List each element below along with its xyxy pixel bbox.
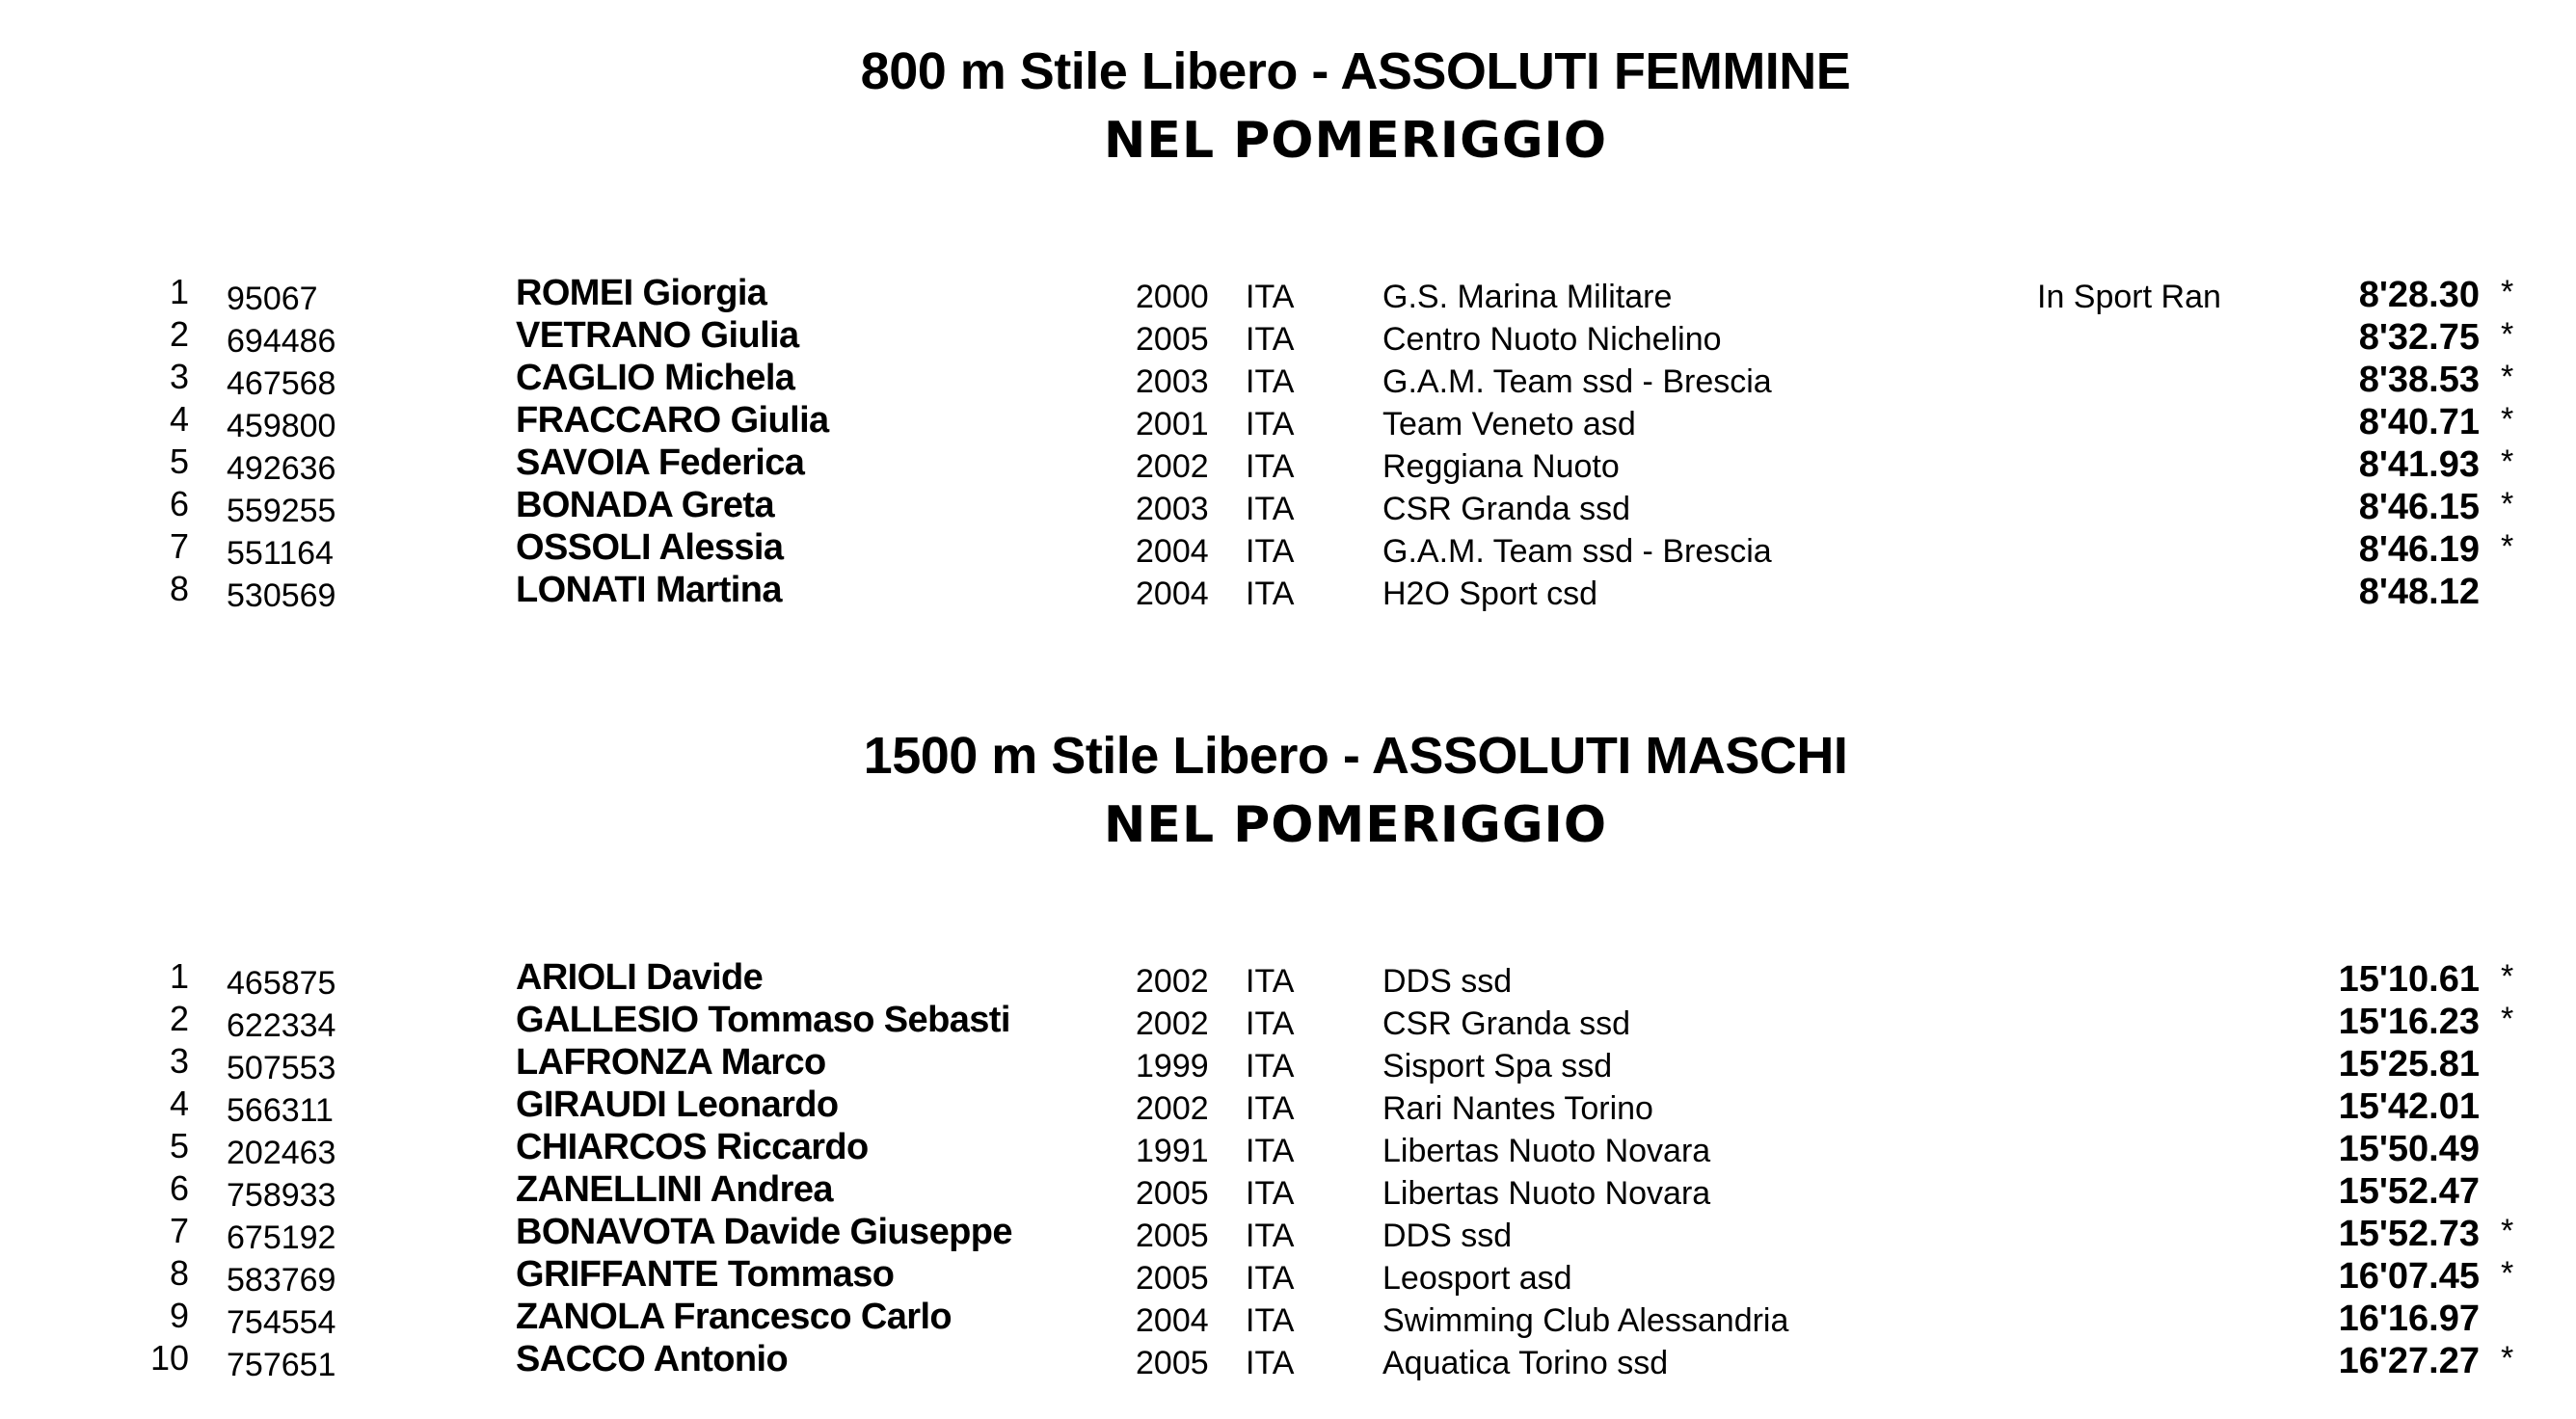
rank: 4	[169, 1084, 189, 1123]
birth-year: 2002	[1136, 1005, 1209, 1042]
rank: 6	[169, 484, 189, 523]
athlete-id: 559255	[227, 493, 336, 529]
result-time: 16'16.97	[2338, 1299, 2480, 1339]
club: Libertas Nuoto Novara	[1382, 1175, 1711, 1212]
nationality: ITA	[1246, 1218, 1295, 1254]
result-time: 15'42.01	[2338, 1086, 2480, 1127]
nationality: ITA	[1246, 1048, 1295, 1084]
club: H2O Sport csd	[1382, 576, 1597, 612]
club: DDS ssd	[1382, 963, 1513, 1000]
asterisk-mark: *	[2501, 1001, 2514, 1037]
asterisk-mark: *	[2501, 401, 2514, 438]
athlete-id: 694486	[227, 323, 336, 360]
rank: 3	[169, 357, 189, 396]
asterisk-mark: *	[2501, 958, 2514, 995]
athlete-id: 202463	[227, 1135, 336, 1171]
birth-year: 2003	[1136, 363, 1209, 400]
nationality: ITA	[1246, 1260, 1295, 1297]
birth-year: 2002	[1136, 963, 1209, 1000]
athlete-name: ROMEI Giorgia	[516, 273, 767, 313]
athlete-id: 757651	[227, 1347, 336, 1383]
athlete-name: SAVOIA Federica	[516, 442, 805, 483]
result-time: 15'52.47	[2338, 1171, 2480, 1212]
result-time: 8'32.75	[2358, 317, 2480, 358]
asterisk-mark: *	[2501, 1340, 2514, 1377]
athlete-name: ZANELLINI Andrea	[516, 1169, 833, 1210]
rank: 6	[169, 1168, 189, 1208]
asterisk-mark: *	[2501, 359, 2514, 395]
rank: 8	[169, 569, 189, 608]
athlete-name: ARIOLI Davide	[516, 957, 764, 998]
session-label: NEL POMERIGGIO	[1103, 112, 1608, 170]
club: DDS ssd	[1382, 1218, 1513, 1254]
club: Aquatica Torino ssd	[1382, 1345, 1669, 1381]
result-row	[0, 444, 2576, 487]
result-time: 8'46.19	[2358, 529, 2480, 570]
athlete-name: BONADA Greta	[516, 485, 774, 525]
athlete-id: 675192	[227, 1219, 336, 1256]
result-time: 16'07.45	[2338, 1256, 2480, 1297]
birth-year: 2005	[1136, 321, 1209, 358]
result-time: 8'38.53	[2358, 360, 2480, 400]
asterisk-mark: *	[2501, 443, 2514, 480]
asterisk-mark: *	[2501, 1213, 2514, 1249]
result-row	[0, 1296, 2576, 1341]
result-time: 8'40.71	[2358, 402, 2480, 442]
nationality: ITA	[1246, 1090, 1295, 1127]
club: G.A.M. Team ssd - Brescia	[1382, 363, 1772, 400]
nationality: ITA	[1246, 321, 1295, 358]
athlete-id: 530569	[227, 577, 336, 614]
nationality: ITA	[1246, 406, 1295, 442]
result-row	[0, 526, 2576, 572]
birth-year: 2004	[1136, 533, 1209, 570]
athlete-name: GRIFFANTE Tommaso	[516, 1254, 895, 1295]
rank: 1	[169, 956, 189, 996]
athlete-name: LONATI Martina	[516, 570, 782, 610]
event-title: 1500 m Stile Libero - ASSOLUTI MASCHI	[863, 727, 1848, 785]
birth-year: 1999	[1136, 1048, 1209, 1084]
athlete-id: 583769	[227, 1262, 336, 1299]
club: CSR Granda ssd	[1382, 1005, 1630, 1042]
result-time: 8'28.30	[2358, 275, 2480, 315]
athlete-id: 507553	[227, 1050, 336, 1086]
athlete-name: GALLESIO Tommaso Sebasti	[516, 1000, 1010, 1040]
athlete-name: CHIARCOS Riccardo	[516, 1127, 869, 1167]
result-time: 8'48.12	[2358, 572, 2480, 612]
athlete-id: 492636	[227, 450, 336, 487]
event-section-800-femmine	[0, 37, 2576, 614]
result-row	[0, 399, 2576, 444]
athlete-id: 459800	[227, 408, 336, 444]
athlete-name: BONAVOTA Davide Giuseppe	[516, 1212, 1012, 1252]
note: In Sport Ran	[2037, 279, 2221, 315]
asterisk-mark: *	[2501, 486, 2514, 522]
club: Swimming Club Alessandria	[1382, 1302, 1789, 1339]
rank: 7	[169, 1211, 189, 1250]
birth-year: 2003	[1136, 491, 1209, 527]
birth-year: 2001	[1136, 406, 1209, 442]
result-row	[0, 1126, 2576, 1171]
event-title: 800 m Stile Libero - ASSOLUTI FEMMINE	[860, 42, 1851, 100]
club: Libertas Nuoto Novara	[1382, 1133, 1711, 1169]
birth-year: 2005	[1136, 1260, 1209, 1297]
rank: 10	[149, 1338, 189, 1378]
rank: 8	[169, 1253, 189, 1293]
asterisk-mark: *	[2501, 274, 2514, 310]
club: Leosport asd	[1382, 1260, 1572, 1297]
club: Team Veneto asd	[1382, 406, 1636, 442]
nationality: ITA	[1246, 1302, 1295, 1339]
rank: 4	[169, 399, 189, 439]
result-time: 8'46.15	[2358, 487, 2480, 527]
birth-year: 1991	[1136, 1133, 1209, 1169]
athlete-id: 465875	[227, 965, 336, 1002]
result-time: 15'52.73	[2338, 1214, 2480, 1254]
athlete-name: VETRANO Giulia	[516, 315, 799, 356]
result-row	[0, 1253, 2576, 1299]
athlete-id: 566311	[227, 1092, 334, 1129]
result-time: 8'41.93	[2358, 444, 2480, 485]
club: Rari Nantes Torino	[1382, 1090, 1653, 1127]
asterisk-mark: *	[2501, 1255, 2514, 1292]
nationality: ITA	[1246, 448, 1295, 485]
nationality: ITA	[1246, 1175, 1295, 1212]
birth-year: 2002	[1136, 448, 1209, 485]
nationality: ITA	[1246, 533, 1295, 570]
athlete-name: FRACCARO Giulia	[516, 400, 829, 441]
result-row	[0, 1338, 2576, 1383]
nationality: ITA	[1246, 1005, 1295, 1042]
club: CSR Granda ssd	[1382, 491, 1630, 527]
athlete-id: 622334	[227, 1007, 336, 1044]
athlete-id: 551164	[227, 535, 334, 572]
rank: 1	[169, 272, 189, 311]
result-time: 15'25.81	[2338, 1044, 2480, 1084]
athlete-name: GIRAUDI Leonardo	[516, 1084, 839, 1125]
athlete-name: OSSOLI Alessia	[516, 527, 784, 568]
birth-year: 2005	[1136, 1345, 1209, 1381]
rank: 2	[169, 999, 189, 1038]
athlete-id: 95067	[227, 281, 318, 317]
result-row	[0, 1086, 2576, 1129]
result-time: 15'50.49	[2338, 1129, 2480, 1169]
result-time: 15'16.23	[2338, 1002, 2480, 1042]
rank: 3	[169, 1041, 189, 1081]
nationality: ITA	[1246, 576, 1295, 612]
athlete-id: 758933	[227, 1177, 336, 1214]
club: G.A.M. Team ssd - Brescia	[1382, 533, 1772, 570]
result-row	[0, 1041, 2576, 1086]
asterisk-mark: *	[2501, 316, 2514, 353]
nationality: ITA	[1246, 1345, 1295, 1381]
nationality: ITA	[1246, 963, 1295, 1000]
athlete-id: 467568	[227, 365, 336, 402]
nationality: ITA	[1246, 363, 1295, 400]
club: Reggiana Nuoto	[1382, 448, 1620, 485]
rank: 5	[169, 442, 189, 481]
session-label: NEL POMERIGGIO	[1103, 796, 1608, 854]
athlete-name: LAFRONZA Marco	[516, 1042, 826, 1083]
result-row	[0, 1168, 2576, 1214]
result-row	[0, 999, 2576, 1044]
birth-year: 2005	[1136, 1175, 1209, 1212]
results-table	[0, 272, 2576, 614]
club: Sisport Spa ssd	[1382, 1048, 1613, 1084]
rank: 2	[169, 314, 189, 354]
birth-year: 2000	[1136, 279, 1209, 315]
result-row	[0, 272, 2576, 317]
rank: 7	[169, 526, 189, 566]
club: Centro Nuoto Nichelino	[1382, 321, 1722, 358]
birth-year: 2002	[1136, 1090, 1209, 1127]
birth-year: 2004	[1136, 1302, 1209, 1339]
athlete-name: SACCO Antonio	[516, 1339, 789, 1379]
nationality: ITA	[1246, 279, 1295, 315]
result-row	[0, 569, 2576, 614]
birth-year: 2005	[1136, 1218, 1209, 1254]
result-row	[0, 956, 2576, 1002]
asterisk-mark: *	[2501, 528, 2514, 565]
club: G.S. Marina Militare	[1382, 279, 1673, 315]
athlete-name: CAGLIO Michela	[516, 358, 795, 398]
result-row	[0, 1211, 2576, 1256]
birth-year: 2004	[1136, 576, 1209, 612]
results-table	[0, 956, 2576, 1383]
result-time: 15'10.61	[2338, 959, 2480, 1000]
result-time: 16'27.27	[2338, 1341, 2480, 1381]
athlete-id: 754554	[227, 1304, 336, 1341]
result-row	[0, 314, 2576, 360]
nationality: ITA	[1246, 1133, 1295, 1169]
rank: 9	[169, 1296, 189, 1335]
rank: 5	[169, 1126, 189, 1165]
result-row	[0, 484, 2576, 529]
nationality: ITA	[1246, 491, 1295, 527]
event-section-1500-maschi	[0, 721, 2576, 1383]
result-row	[0, 357, 2576, 402]
athlete-name: ZANOLA Francesco Carlo	[516, 1297, 953, 1337]
